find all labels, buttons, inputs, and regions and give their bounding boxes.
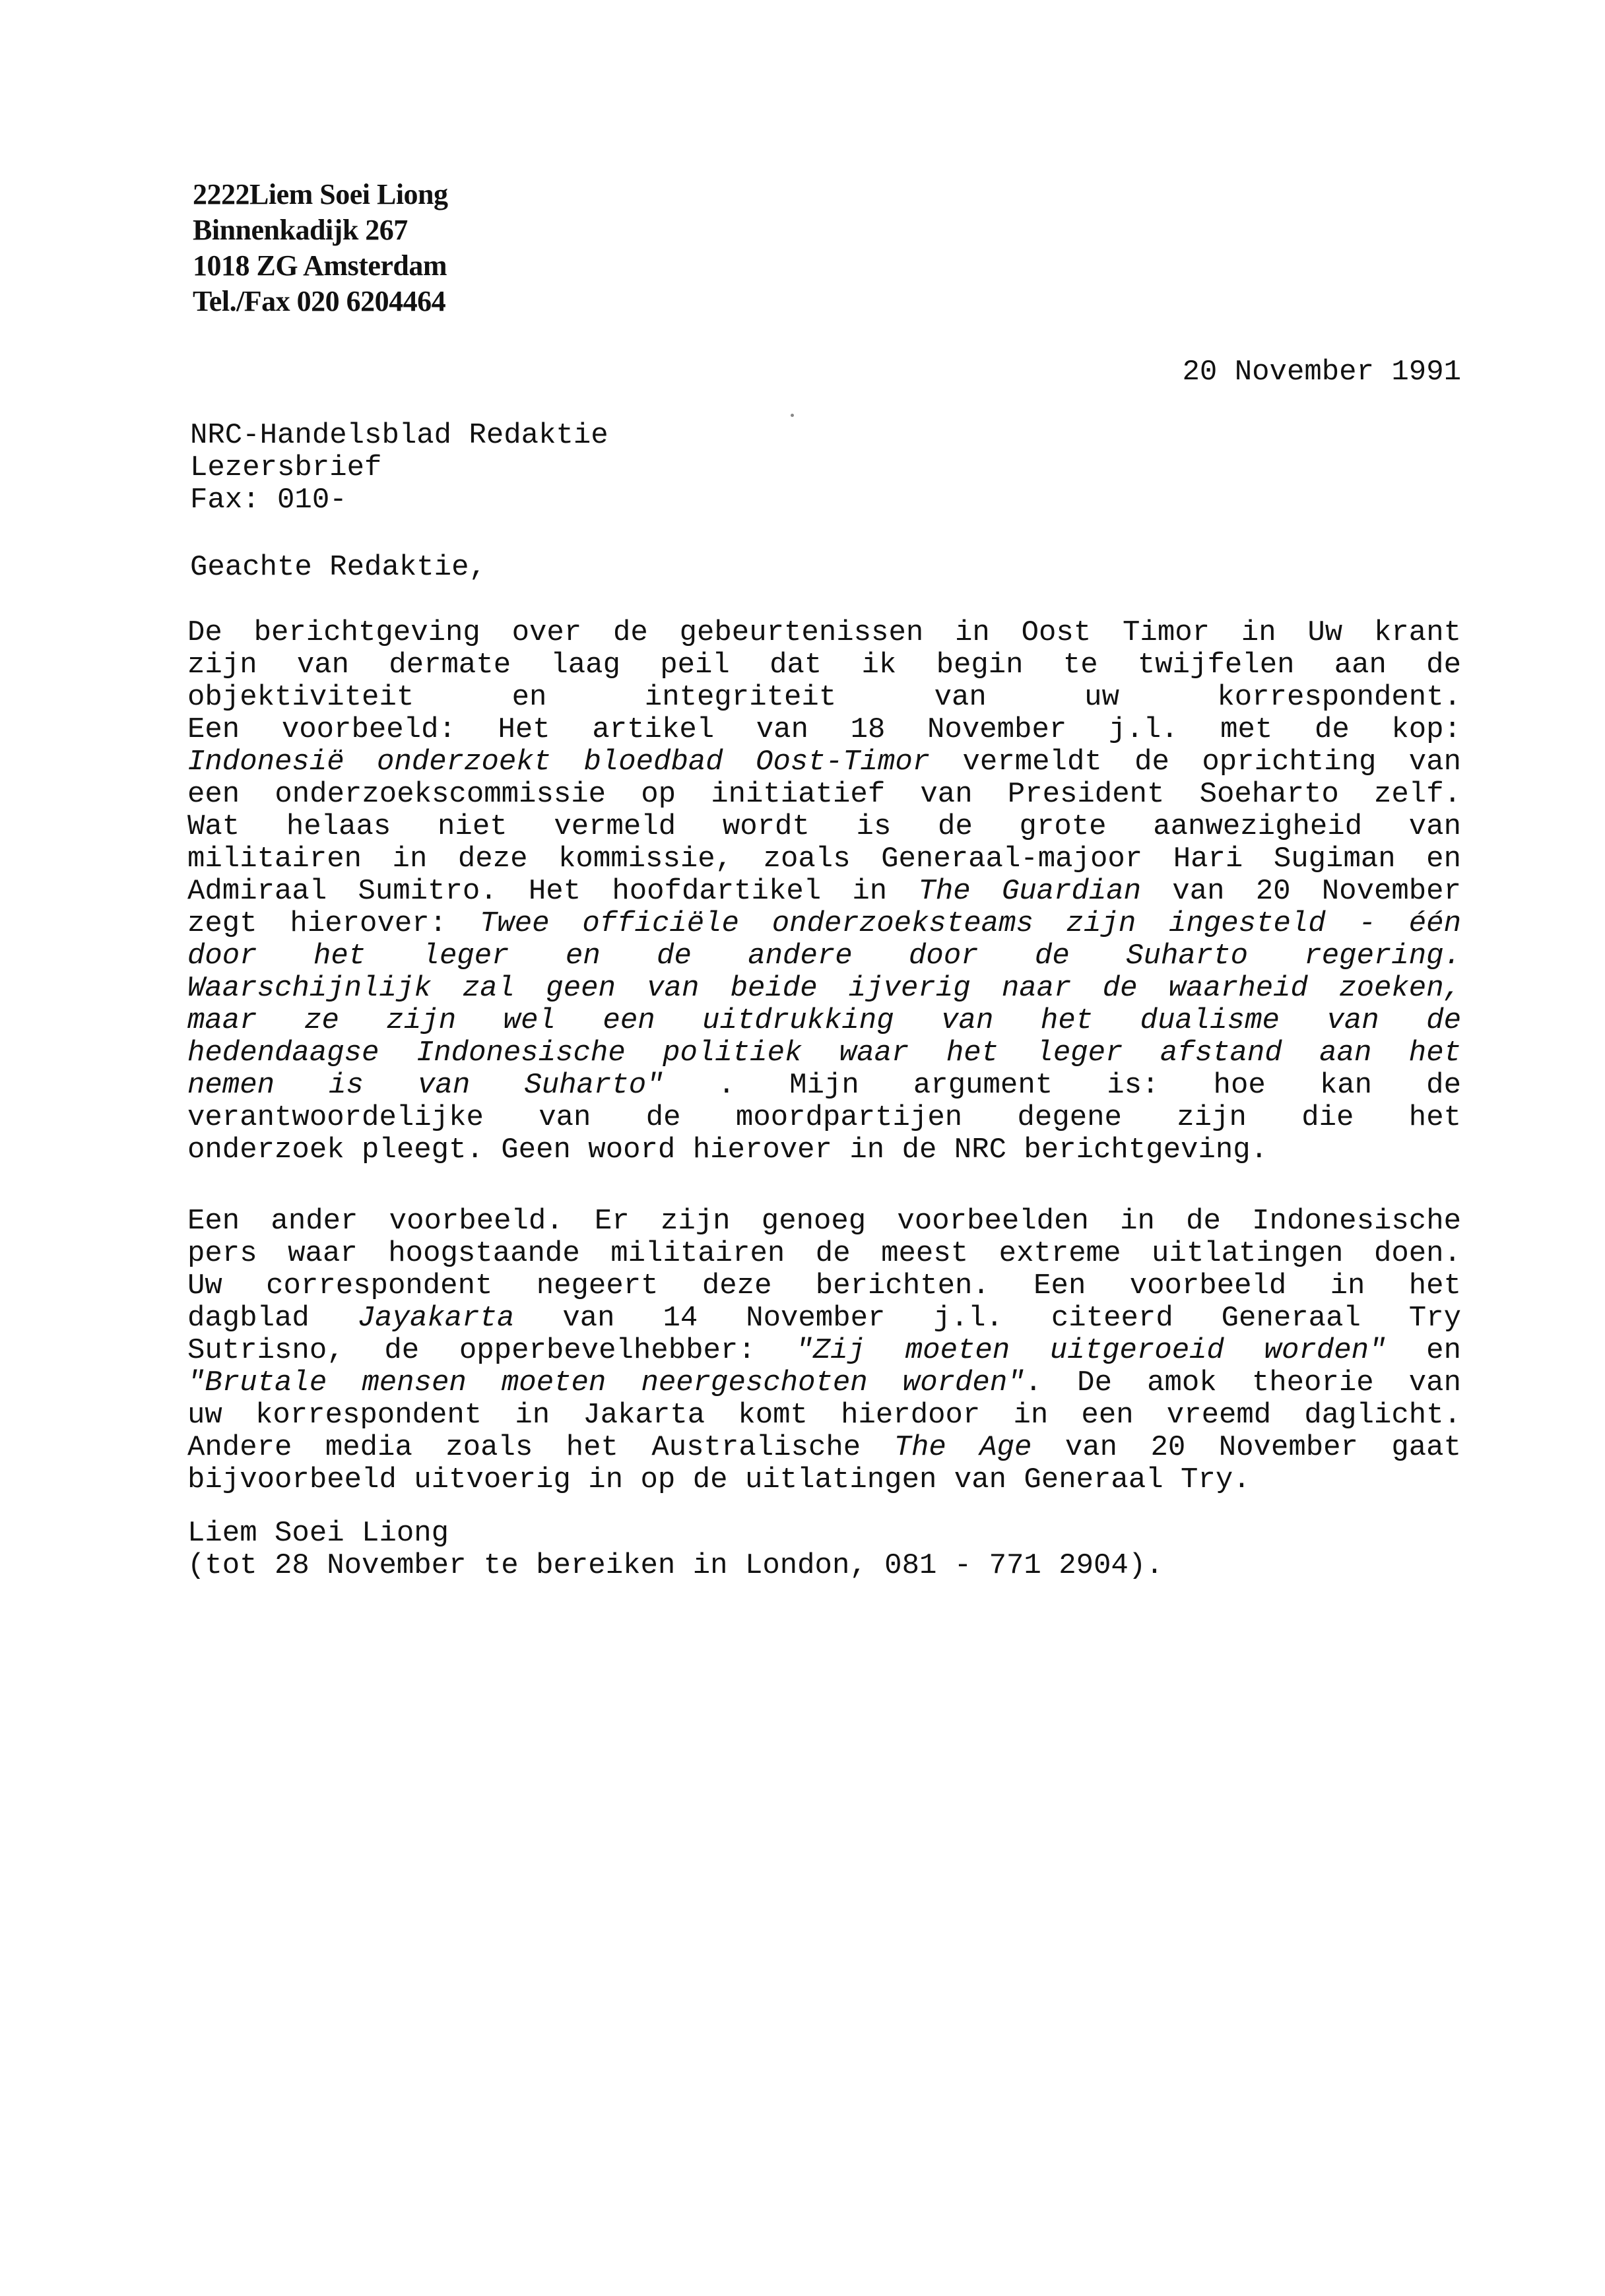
text-line [187, 1037, 1461, 1069]
text-segment: dagblad [187, 1302, 358, 1335]
italic-quote: door het leger en de andere door de Suharto regering. [187, 940, 1461, 973]
text-line: verantwoordelijke van de moordpartijen degene zijn die het [187, 1102, 1461, 1134]
text-line [187, 973, 1461, 1005]
italic-quote: hedendaagse Indonesische politiek waar het leger afstand aan het [187, 1037, 1461, 1069]
scan-speck [791, 414, 794, 417]
text-line: Een voorbeeld: Het artikel van 18 November j.l. met de kop: [187, 714, 1461, 746]
italic-quote: The Age [894, 1432, 1032, 1464]
italic-quote: Indonesië onderzoekt bloedbad Oost-Timor [187, 746, 931, 779]
text-line [187, 940, 1461, 973]
letter-date: 20 November 1991 [1182, 356, 1461, 389]
italic-quote: Twee officiële onderzoeksteams zijn ingesteld - één [479, 908, 1461, 940]
text-line: pers waar hoogstaande militairen de meest extreme uitlatingen doen. [187, 1238, 1461, 1270]
text-segment: Admiraal Sumitro. Het hoofdartikel in [187, 876, 919, 908]
italic-quote: nemen is van Suharto" [187, 1069, 664, 1102]
text-line: uw korrespondent in Jakarta komt hierdoor in een vreemd daglicht. [187, 1399, 1461, 1432]
italic-quote: The Guardian [918, 876, 1142, 908]
sender-name: 2222Liem Soei Liong [193, 178, 448, 210]
text-line [187, 876, 1461, 908]
text-line [187, 746, 1461, 779]
recipient-address [190, 420, 608, 517]
sender-address [193, 177, 448, 319]
body-paragraph-2 [187, 1205, 1461, 1496]
signature-name: Liem Soei Liong [187, 1517, 449, 1550]
text-line [187, 1432, 1461, 1464]
italic-quote: "Zij moeten uitgeroeid worden" [795, 1335, 1387, 1367]
text-line: Een ander voorbeeld. Er zijn genoeg voorbeelden in de Indonesische [187, 1205, 1461, 1238]
italic-quote: Waarschijnlijk zal geen van beide ijverig naar de waarheid zoeken, [187, 973, 1461, 1005]
text-segment: Andere media zoals het Australische [187, 1432, 894, 1464]
text-segment: van 20 November gaat [1032, 1432, 1461, 1464]
sender-street: Binnenkadijk 267 [193, 214, 408, 246]
text-line [187, 908, 1461, 940]
text-line: objektiviteit en integriteit van uw korrespondent. [187, 682, 1461, 714]
text-line [187, 1335, 1461, 1367]
recipient-line: Lezersbrief [190, 451, 382, 484]
text-line [187, 1005, 1461, 1037]
text-line: een onderzoekscommissie op initiatief van President Soeharto zelf. [187, 779, 1461, 811]
text-segment: . Mijn argument is: hoe kan de [663, 1069, 1461, 1102]
italic-quote: maar ze zijn wel een uitdrukking van het dualisme van de [187, 1005, 1461, 1037]
italic-quote: "Brutale mensen moeten neergeschoten worden" [187, 1367, 1025, 1399]
text-line: zijn van dermate laag peil dat ik begin te twijfelen aan de [187, 649, 1461, 682]
body-paragraph-1 [187, 617, 1461, 1166]
recipient-line: NRC-Handelsblad Redaktie [190, 419, 608, 452]
text-line [187, 1069, 1461, 1102]
text-line: Uw correspondent negeert deze berichten. Een voorbeeld in het [187, 1270, 1461, 1302]
closing [187, 1517, 1163, 1582]
text-segment: van 20 November [1141, 876, 1461, 908]
text-line: De berichtgeving over de gebeurtenissen in Oost Timor in Uw krant [187, 617, 1461, 649]
italic-quote: Jayakarta [357, 1302, 515, 1335]
text-segment: en [1386, 1335, 1461, 1367]
text-segment: Sutrisno, de opperbevelhebber: [187, 1335, 796, 1367]
text-line: onderzoek pleegt. Geen woord hierover in de NRC berichtgeving. [187, 1133, 1268, 1166]
text-segment: zegt hierover: [187, 908, 480, 940]
text-line: militairen in deze kommissie, zoals Generaal-majoor Hari Sugiman en [187, 843, 1461, 876]
text-segment: vermeldt de oprichting van [930, 746, 1461, 779]
text-segment: . De amok theorie van [1024, 1367, 1461, 1399]
recipient-line: Fax: 010- [190, 484, 347, 517]
greeting: Geachte Redaktie, [190, 551, 486, 584]
text-line [187, 1302, 1461, 1335]
text-segment: van 14 November j.l. citeerd Generaal Try [514, 1302, 1461, 1335]
sender-city: 1018 ZG Amsterdam [193, 249, 447, 282]
text-line [187, 1367, 1461, 1399]
contact-note: (tot 28 November te bereiken in London, 081 - 771 2904). [187, 1549, 1163, 1582]
text-line: Wat helaas niet vermeld wordt is de grote aanwezigheid van [187, 811, 1461, 843]
text-line: bijvoorbeeld uitvoerig in op de uitlatingen van Generaal Try. [187, 1463, 1251, 1496]
sender-phone: Tel./Fax 020 6204464 [193, 285, 446, 317]
